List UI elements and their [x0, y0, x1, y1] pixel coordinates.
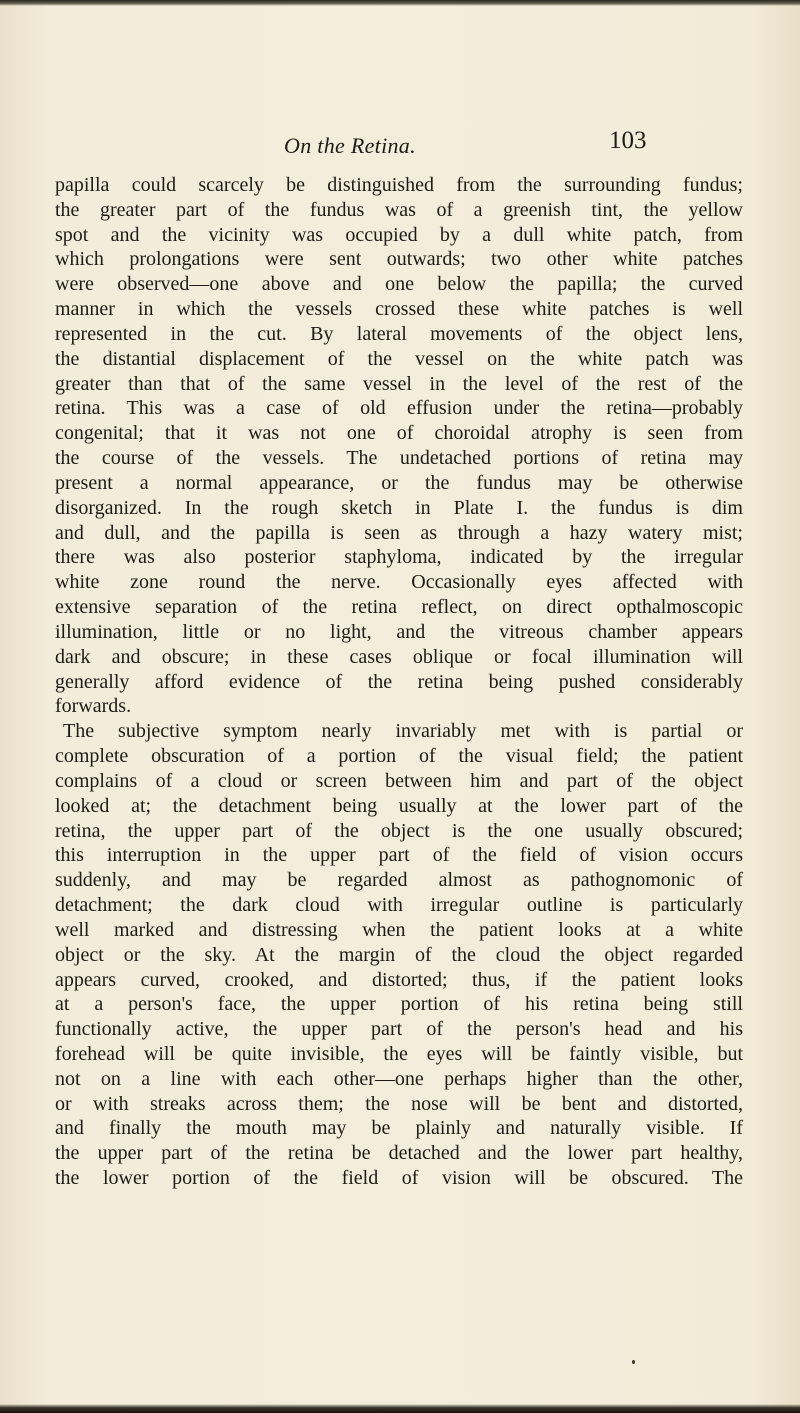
- text-line: retina, the upper part of the object is the one usually obscured;: [55, 819, 743, 842]
- text-line: this interruption in the upper part of the field of vision occurs: [55, 844, 743, 867]
- text-line: were observed—one above and one below the papilla; the curved: [55, 273, 743, 296]
- text-line: or with streaks across them; the nose will be bent and distorted,: [55, 1092, 743, 1115]
- text-line: and dull, and the papilla is seen as through a hazy watery mist;: [55, 521, 743, 544]
- text-line: appears curved, crooked, and distorted; thus, if the patient looks: [55, 968, 743, 991]
- text-line: retina. This was a case of old effusion under the retina—probably: [55, 397, 743, 420]
- text-line: disorganized. In the rough sketch in Plate I. the fundus is dim: [55, 496, 743, 519]
- text-line: functionally active, the upper part of the person's head and his: [55, 1018, 743, 1041]
- text-line: papilla could scarcely be distinguished from the surrounding fundus;: [55, 174, 743, 196]
- text-line: the greater part of the fundus was of a greenish tint, the yellow: [55, 198, 743, 221]
- text-line: complains of a cloud or screen between him and part of the object: [55, 769, 743, 792]
- text-line: greater than that of the same vessel in the level of the rest of the: [55, 372, 743, 395]
- text-line: congenital; that it was not one of choroidal atrophy is seen from: [55, 422, 743, 445]
- text-line: there was also posterior staphyloma, indicated by the irregular: [55, 546, 743, 569]
- page-top-edge-shadow: [0, 0, 800, 6]
- running-head: [0, 127, 800, 167]
- text-line: the course of the vessels. The undetached portions of retina may: [55, 447, 743, 470]
- text-line: well marked and distressing when the patient looks at a white: [55, 918, 743, 941]
- text-line: represented in the cut. By lateral movements of the object lens,: [55, 322, 743, 345]
- paragraph-first-line: The subjective symptom nearly invariably met with is partial or: [63, 720, 743, 743]
- paragraph-end-line: forwards.: [55, 695, 132, 718]
- text-line: which prolongations were sent outwards; two other white patches: [55, 248, 743, 271]
- text-line: the distantial displacement of the vessel on the white patch was: [55, 347, 743, 370]
- text-line: and finally the mouth may be plainly and naturally visible. If: [55, 1117, 743, 1140]
- text-line: illumination, little or no light, and the vitreous chamber appears: [55, 620, 743, 643]
- body-text: [55, 173, 743, 1191]
- text-line: forehead will be quite invisible, the eyes will be faintly visible, but: [55, 1042, 743, 1065]
- text-line: white zone round the nerve. Occasionally eyes affected with: [55, 571, 743, 594]
- text-line: the upper part of the retina be detached and the lower part healthy,: [55, 1142, 743, 1165]
- text-line: object or the sky. At the margin of the cloud the object regarded: [55, 943, 743, 966]
- text-line: present a normal appearance, or the fundus may be otherwise: [55, 471, 743, 494]
- running-title: On the Retina.: [284, 133, 416, 158]
- text-line: dark and obscure; in these cases oblique or focal illumination will: [55, 645, 743, 668]
- text-line: complete obscuration of a portion of the visual field; the patient: [55, 745, 743, 768]
- text-line: generally afford evidence of the retina being pushed considerably: [55, 670, 743, 693]
- text-line: extensive separation of the retina reflect, on direct opthalmoscopic: [55, 596, 743, 619]
- text-line: suddenly, and may be regarded almost as pathognomonic of: [55, 869, 743, 892]
- page-bottom-edge-shadow: [0, 1404, 800, 1413]
- text-line: not on a line with each other—one perhaps higher than the other,: [55, 1067, 743, 1090]
- text-line: looked at; the detachment being usually at the lower part of the: [55, 794, 743, 817]
- text-line: detachment; the dark cloud with irregular outline is particularly: [55, 894, 743, 917]
- text-line: manner in which the vessels crossed these white patches is well: [55, 298, 743, 321]
- ink-speck: [632, 1360, 635, 1364]
- text-line: at a person's face, the upper portion of his retina being still: [55, 993, 743, 1016]
- page-number: 103: [609, 127, 647, 154]
- text-line: spot and the vicinity was occupied by a dull white patch, from: [55, 223, 743, 246]
- text-line: the lower portion of the field of vision will be obscured. The: [55, 1167, 743, 1190]
